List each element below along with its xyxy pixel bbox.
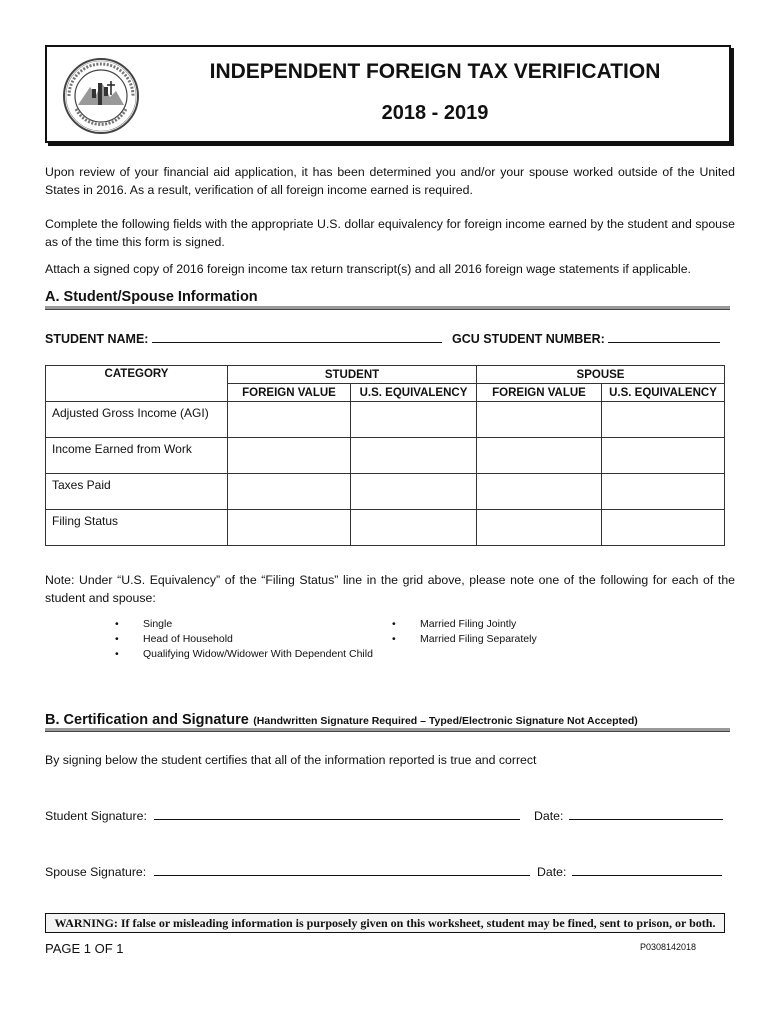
work-student-foreign-cell[interactable] xyxy=(228,438,351,474)
list-item: • Head of Household xyxy=(115,632,373,647)
student-us-equivalency-header: U.S. EQUIVALENCY xyxy=(351,384,477,402)
row-label-taxes-paid: Taxes Paid xyxy=(46,474,228,510)
section-b-subheading: (Handwritten Signature Required – Typed/Electronic Signature Not Accepted) xyxy=(253,715,638,727)
student-name-field[interactable] xyxy=(45,330,442,346)
spouse-foreign-value-header: FOREIGN VALUE xyxy=(477,384,602,402)
page-number: PAGE 1 OF 1 xyxy=(45,941,124,956)
student-foreign-value-header: FOREIGN VALUE xyxy=(228,384,351,402)
filing-spouse-us-cell[interactable] xyxy=(602,510,725,546)
student-number-field[interactable] xyxy=(452,330,720,346)
spouse-date-field[interactable] xyxy=(537,863,722,879)
spouse-us-equivalency-header: U.S. EQUIVALENCY xyxy=(602,384,725,402)
university-seal xyxy=(62,57,140,135)
intro-paragraph-2: Complete the following fields with the appropriate U.S. dollar equivalency for foreign income earned by the student and spouse as of the time this form is signed. xyxy=(45,217,735,249)
certification-text: By signing below the student certifies that all of the information reported is true and correct xyxy=(45,753,537,767)
agi-student-us-cell[interactable] xyxy=(351,402,477,438)
intro-paragraph-3: Attach a signed copy of 2016 foreign income tax return transcript(s) and all 2016 foreign wage statements if applicable. xyxy=(45,262,691,276)
spouse-date-label: Date: xyxy=(537,865,567,879)
spouse-signature-label: Spouse Signature: xyxy=(45,865,147,879)
agi-spouse-us-cell[interactable] xyxy=(602,402,725,438)
filing-status-note: Note: Under “U.S. Equivalency” of the “Filing Status” line in the grid above, please note one of the following for each of the student and spouse: xyxy=(45,573,735,605)
row-label-agi: Adjusted Gross Income (AGI) xyxy=(46,402,228,438)
taxes-student-us-cell[interactable] xyxy=(351,474,477,510)
taxes-spouse-foreign-cell[interactable] xyxy=(477,474,602,510)
spouse-signature-line[interactable] xyxy=(154,863,530,876)
filing-student-us-cell[interactable] xyxy=(351,510,477,546)
student-name-line[interactable] xyxy=(152,330,442,343)
agi-student-foreign-cell[interactable] xyxy=(228,402,351,438)
student-name-label: STUDENT NAME: xyxy=(45,332,149,346)
agi-spouse-foreign-cell[interactable] xyxy=(477,402,602,438)
student-signature-line[interactable] xyxy=(154,807,520,820)
form-code: P0308142018 xyxy=(640,942,697,952)
section-b-rule xyxy=(45,728,730,732)
table-row xyxy=(46,402,725,438)
student-signature-label: Student Signature: xyxy=(45,809,147,823)
income-grid xyxy=(45,365,725,546)
table-row xyxy=(46,474,725,510)
section-b-heading: B. Certification and Signature xyxy=(45,712,249,728)
work-spouse-foreign-cell[interactable] xyxy=(477,438,602,474)
list-item: • Married Filing Separately xyxy=(392,632,537,647)
student-header: STUDENT xyxy=(228,366,477,384)
student-signature-field[interactable] xyxy=(45,807,520,823)
section-a-rule xyxy=(45,306,730,310)
section-a-heading: A. Student/Spouse Information xyxy=(45,289,258,305)
table-row xyxy=(46,438,725,474)
category-header: CATEGORY xyxy=(46,366,228,402)
row-label-filing-status: Filing Status xyxy=(46,510,228,546)
taxes-student-foreign-cell[interactable] xyxy=(228,474,351,510)
form-title: INDEPENDENT FOREIGN TAX VERIFICATION xyxy=(209,60,661,83)
list-item: • Married Filing Jointly xyxy=(392,617,537,632)
filing-options-right xyxy=(392,617,537,647)
spouse-date-line[interactable] xyxy=(572,863,722,876)
list-item: • Qualifying Widow/Widower With Dependent Child xyxy=(115,647,373,662)
student-number-label: GCU STUDENT NUMBER: xyxy=(452,332,605,346)
spouse-signature-field[interactable] xyxy=(45,863,530,879)
spouse-header: SPOUSE xyxy=(477,366,725,384)
filing-options-left xyxy=(115,617,373,662)
warning-banner: WARNING: If false or misleading information is purposely given on this worksheet, student may be fined, sent to prison, or both. xyxy=(45,913,725,933)
section-b-heading-row xyxy=(45,711,638,729)
filing-spouse-foreign-cell[interactable] xyxy=(477,510,602,546)
student-number-line[interactable] xyxy=(608,330,720,343)
student-date-label: Date: xyxy=(534,809,564,823)
work-student-us-cell[interactable] xyxy=(351,438,477,474)
form-years: 2018 - 2019 xyxy=(381,102,489,124)
list-item: • Single xyxy=(115,617,373,632)
filing-student-foreign-cell[interactable] xyxy=(228,510,351,546)
intro-paragraph-1: Upon review of your financial aid application, it has been determined you and/or your spouse worked outside of the United States in 2016. As a result, verification of all foreign income earned is required. xyxy=(45,165,735,197)
taxes-spouse-us-cell[interactable] xyxy=(602,474,725,510)
table-row xyxy=(46,510,725,546)
row-label-income-work: Income Earned from Work xyxy=(46,438,228,474)
student-date-line[interactable] xyxy=(569,807,723,820)
student-date-field[interactable] xyxy=(534,807,723,823)
work-spouse-us-cell[interactable] xyxy=(602,438,725,474)
